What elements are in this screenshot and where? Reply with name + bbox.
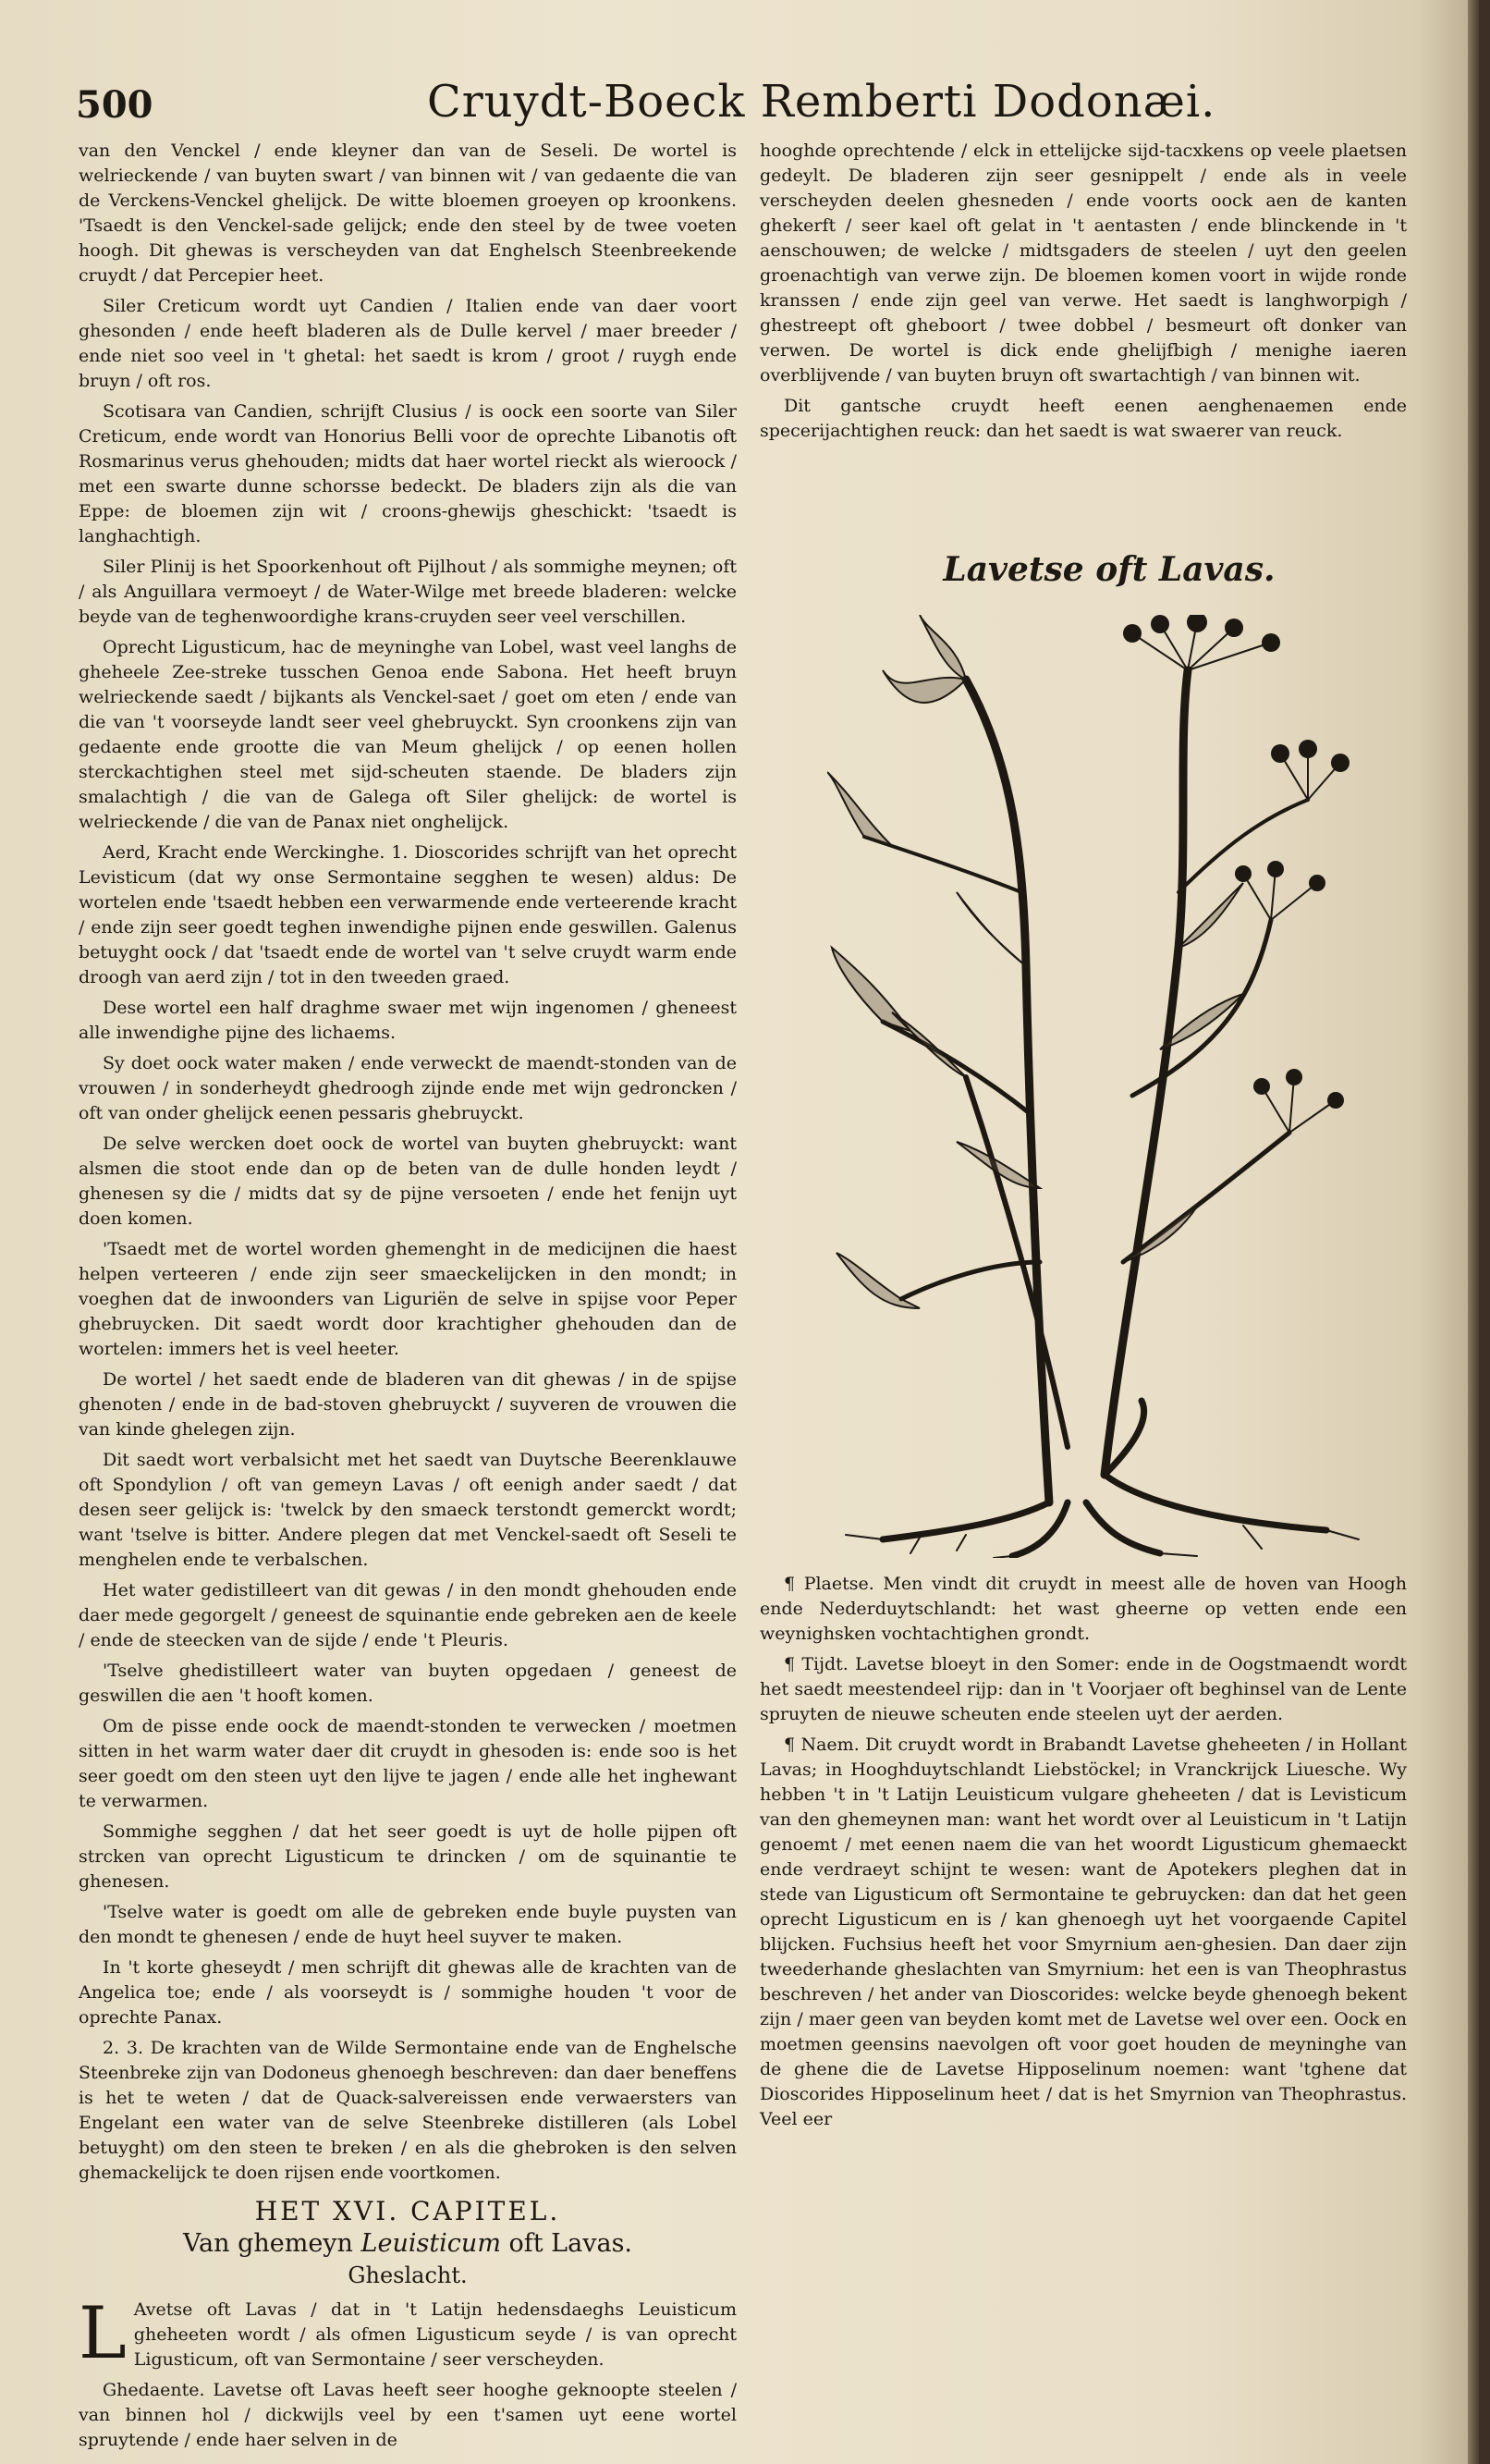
paragraph: De selve wercken doet oock de wortel van buyten ghebruyckt: want alsmen die stoot ende dan op de beten van de dulle honden leydt / ghenesen sy die / midts dat sy de pijne versoeten / ende het fenijn uyt doen komen.: [79, 1134, 737, 1229]
paragraph: 'Tselve ghedistilleert water van buyten opgedaen / geneest de geswillen die aen 't hooft komen.: [79, 1661, 737, 1706]
paragraph: Dit saedt wort verbalsicht met het saedt van Duytsche Beerenklauwe oft Spondylion / oft van gemeyn Lavas / oft eenigh ander saedt / dat desen seer gelijck is: 'twelck by den smaeck terstondt gemerckt wordt; want 'tselve is bitter. Andere plegen dat met Venckel-saedt oft Seseli te menghelen ende te verbalschen.: [79, 1450, 737, 1570]
paragraph: In 't korte gheseydt / men schrijft dit ghewas alle de krachten van de Angelica toe; ende / als voorseydt is / sommighe houden 't voor de oprechte Panax.: [79, 1957, 737, 2028]
figure-title: Lavetse oft Lavas.: [943, 550, 1276, 589]
chapter-subtitle-end: oft Lavas.: [500, 2229, 633, 2258]
paragraph: Dese wortel een half draghme swaer met wijn ingenomen / gheneest alle inwendighe pijne des lichaems.: [79, 998, 737, 1043]
paragraph: hooghde oprechtende / elck in ettelijcke sijd-tacxkens op veele plaetsen gedeylt. De bladeren zijn seer gesnippelt / ende als in veele verscheyden deelen ghesneden / ende voorts oock aen de kanten ghekerft / seer kael oft gelat in 't aentasten / ende blinckende in 't aenschouwen; de welcke / midtsgaders de steelen / uyt den geelen groenachtigh van verwe zijn. De bloemen komen voort in wijde ronde kranssen / ende zijn geel van verwe. Het saedt is langhworpigh / ghestreept oft gheboort / twee dobbel / besmeurt oft donker van verwen. De wortel is dick ende ghelijfbigh / menighe iaeren overblijvende / van buyten bruyn oft swartachtigh / van binnen wit.: [760, 141, 1407, 386]
chapter-subtitle-italic: Leuisticum: [360, 2229, 501, 2258]
paragraph: De wortel / het saedt ende de bladeren van dit ghewas / in de spijse ghenoten / ende in de bad-stoven ghebruyckt / suyveren de vrouwen die van kinde ghelegen zijn.: [79, 1369, 737, 1440]
paragraph: 'Tselve water is goedt om alle de gebreken ende buyle puysten van den mondt te ghenesen / ende de huyt heel suyver te maken.: [79, 1902, 737, 1947]
paragraph: Siler Creticum wordt uyt Candien / Italien ende van daer voort ghesonden / ende heeft bladeren als de Dulle kervel / maer breeder / ende niet soo veel in 't ghetal: het saedt is krom / groot / ruygh ende bruyn / oft ros.: [79, 296, 737, 391]
paragraph: 2. 3. De krachten van de Wilde Sermontaine ende van de Enghelsche Steenbreke zijn van Dodoneus ghenoegh beschreven: dan daer beneffens is het te weten / dat de Quack-salvereissen ende verwaersters van Engelant een water van de selve Steenbreke distilleren (als Lobel betuyght) om den steen te breken / en als die ghebroken is den selven ghemackelijck te doen rijsen ende voortkomen.: [79, 2038, 737, 2183]
ghedaente-paragraph: Ghedaente. Lavetse oft Lavas heeft seer hooghe geknoopte steelen / van binnen hol / dickwijls veel by een t'samen uyt eene wortel spruytende / ende haer selven in de: [79, 2380, 737, 2450]
paragraph: Sy doet oock water maken / ende verweckt de maendt-stonden van de vrouwen / in sonderheydt ghedroogh zijnde ende met wijn gedroncken / oft van onder ghelijck eenen pessaris ghebruyckt.: [79, 1053, 737, 1123]
section-heading: Gheslacht.: [348, 2262, 468, 2288]
paragraph: Sommighe segghen / dat het seer goedt is uyt de holle pijpen oft strcken van oprecht Ligusticum te drincken / om de squinantie te ghenesen.: [79, 1821, 737, 1892]
chapter-subtitle: [79, 2231, 737, 2256]
tijdt-paragraph: ¶ Tijdt. Lavetse bloeyt in den Somer: ende in de Oogstmaendt wordt het saedt meestendeel rijp: dan in 't Voorjaer oft beghinsel van de Lente spruyten de nieuwe scheuten ende steelen uyt der aerden.: [760, 1654, 1407, 1724]
book-spine: [1468, 0, 1479, 2464]
right-column-top: [760, 139, 1407, 449]
naem-paragraph: ¶ Naem. Dit cruydt wordt in Brabandt Lavetse gheheeten / in Hollant Lavas; in Hooghduytschlandt Liebstöckel; in Vranckrijck Liuesche. Wy hebben 't in 't Latijn Leuisticum vulgare gheheeten / dat is Levisticum van den ghemeynen man: want het wordt over al Leuisticum in 't Latijn genoemt / met eenen naem die van het woordt Ligusticum ghemaeckt ende verdraeyt schijnt te wesen: want de Apotekers pleghen dat in stede van Ligusticum oft Sermontaine te gebruycken: dan dat het geen oprecht Ligusticum en is / kan ghenoegh uyt het voorgaende Capitel blijcken. Fuchsius heeft het voor Smyrnium aen-ghesien. Dan daer zijn tweederhande gheslachten van Smyrnium: het een is van Theophrastus beschreven / het ander van Dioscorides: welcke beyde ghenoegh bekent zijn / maer geen van beyden komt met de Lavetse wel over een. Oock en moetmen geensins naevolgen oft voor goet houden de meyninghe van de ghene die de Lavetse Hipposelinum noemen: want 'tghene dat Dioscorides Hipposelinum heet / dat is het Smyrnion van Theophrastus. Veel eer: [760, 1735, 1407, 2129]
paragraph: Oprecht Ligusticum, hac de meyninghe van Lobel, wast veel langhs de gheheele Zee-streke tusschen Genoa ende Sabona. Het heeft bruyn welrieckende saedt / bijkants als Venckel-saet / goet om eten / ende van die van 't voorseyde landt seer veel ghebruyckt. Syn croonkens zijn van gedaente ende grootte die van Meum ghelijck / op eenen hollen sterckachtighen steel met sijd-scheuten staende. De bladers zijn smalachtigh / die van de Galega oft Siler ghelijck: de wortel is welrieckende / die van de Panax niet onghelijck.: [79, 637, 737, 832]
paragraph: Om de pisse ende oock de maendt-stonden te verwecken / moetmen sitten in het warm water daer dit cruydt in ghesoden is: ende soo is het seer goedt om den steen uyt den lijve te jagen / ende alle het inghewant te verwarmen.: [79, 1716, 737, 1811]
right-column-bottom: [760, 1572, 1407, 2138]
first-paragraph: [79, 2292, 737, 2375]
paragraph: 'Tsaedt met de wortel worden ghemenght in de medicijnen die haest helpen verteeren / ende zijn seer smaeckelijcken in den mondt; in voeghen dat de inwoonders van Liguriën de selve in spijse voor Peper ghebruycken. Dit saedt wordt door krachtigher ghehouden dan de wortelen: immers het is veel heeter.: [79, 1239, 737, 1359]
running-title: Cruydt-Boeck Remberti Dodonæi.: [427, 76, 1216, 128]
paragraph: Dit gantsche cruydt heeft eenen aenghenaemen ende specerijachtighen reuck: dan het saedt is wat swaerer van reuck.: [760, 396, 1407, 441]
paragraph: Scotisara van Candien, schrijft Clusius / is oock een soorte van Siler Creticum, ende wordt van Honorius Belli voor de oprechte Libanotis oft Rosmarinus verus ghehouden; midts dat haer wortel rieckt als wieroock / met een swarte dunne schorsse bedeckt. De bladers zijn als die van Eppe: de bloemen zijn wit / croons-ghewijs gheschickt: 'tsaedt is langhachtigh.: [79, 401, 737, 546]
page-header: [76, 67, 1407, 141]
chapter-subtitle-start: Van ghemeyn: [182, 2229, 361, 2258]
paragraph: Het water gedistilleert van dit gewas / in den mondt ghehouden ende daer mede gegorgelt / geneest de squinantie ende gebreken aen de keele / ende de steecken van de sijde / ende 't Pleuris.: [79, 1580, 737, 1650]
lovage-woodcut-illustration: [827, 615, 1363, 1558]
chapter-heading: HET XVI. CAPITEL.: [254, 2196, 561, 2226]
drop-capital: L: [79, 2292, 127, 2375]
left-column: [79, 139, 737, 2458]
paragraph: Siler Plinij is het Spoorkenhout oft Pijlhout / als sommighe meynen; oft / als Anguillara vermoeyt / de Water-Wilge met breede bladeren: welcke beyde van de teghenwoordighe krans-cruyden seer veel verschillen.: [79, 557, 737, 627]
page-number: 500: [76, 83, 153, 127]
first-paragraph-text: Avetse oft Lavas / dat in 't Latijn hedensdaeghs Leuisticum gheheeten wordt / als ofmen Ligusticum seyde / is van oprecht Ligusticum, oft van Sermontaine / seer verscheyden.: [133, 2299, 737, 2370]
plaetse-paragraph: ¶ Plaetse. Men vindt dit cruydt in meest alle de hoven van Hoogh ende Nederduytschlandt: het wast gheerne op vetten ende een weynighsken vochtachtighen grondt.: [760, 1574, 1407, 1644]
paragraph: van den Venckel / ende kleyner dan van de Seseli. De wortel is welrieckende / van buyten swart / van binnen wit / van gedaente die van de Verckens-Venckel ghelijck. De witte bloemen groeyen op kroonkens. 'Tsaedt is den Venckel-sade gelijck; ende den steel by de twee voeten hoogh. Dit ghewas is verscheyden van dat Enghelsch Steenbreekende cruydt / dat Percepier heet.: [79, 141, 737, 286]
paragraph: Aerd, Kracht ende Werckinghe. 1. Dioscorides schrijft van het oprecht Levisticum (dat wy onse Sermontaine segghen te wesen) aldus: De wortelen ende 'tsaedt hebben een verwarmende ende verteerende kracht / ende zijn seer goedt teghen inwendighe pijnen ende geswillen. Galenus betuyght oock / dat 'tsaedt ende de wortel van 't selve cruydt warm ende droogh van aerd zijn / tot in den tweeden graed.: [79, 842, 737, 987]
